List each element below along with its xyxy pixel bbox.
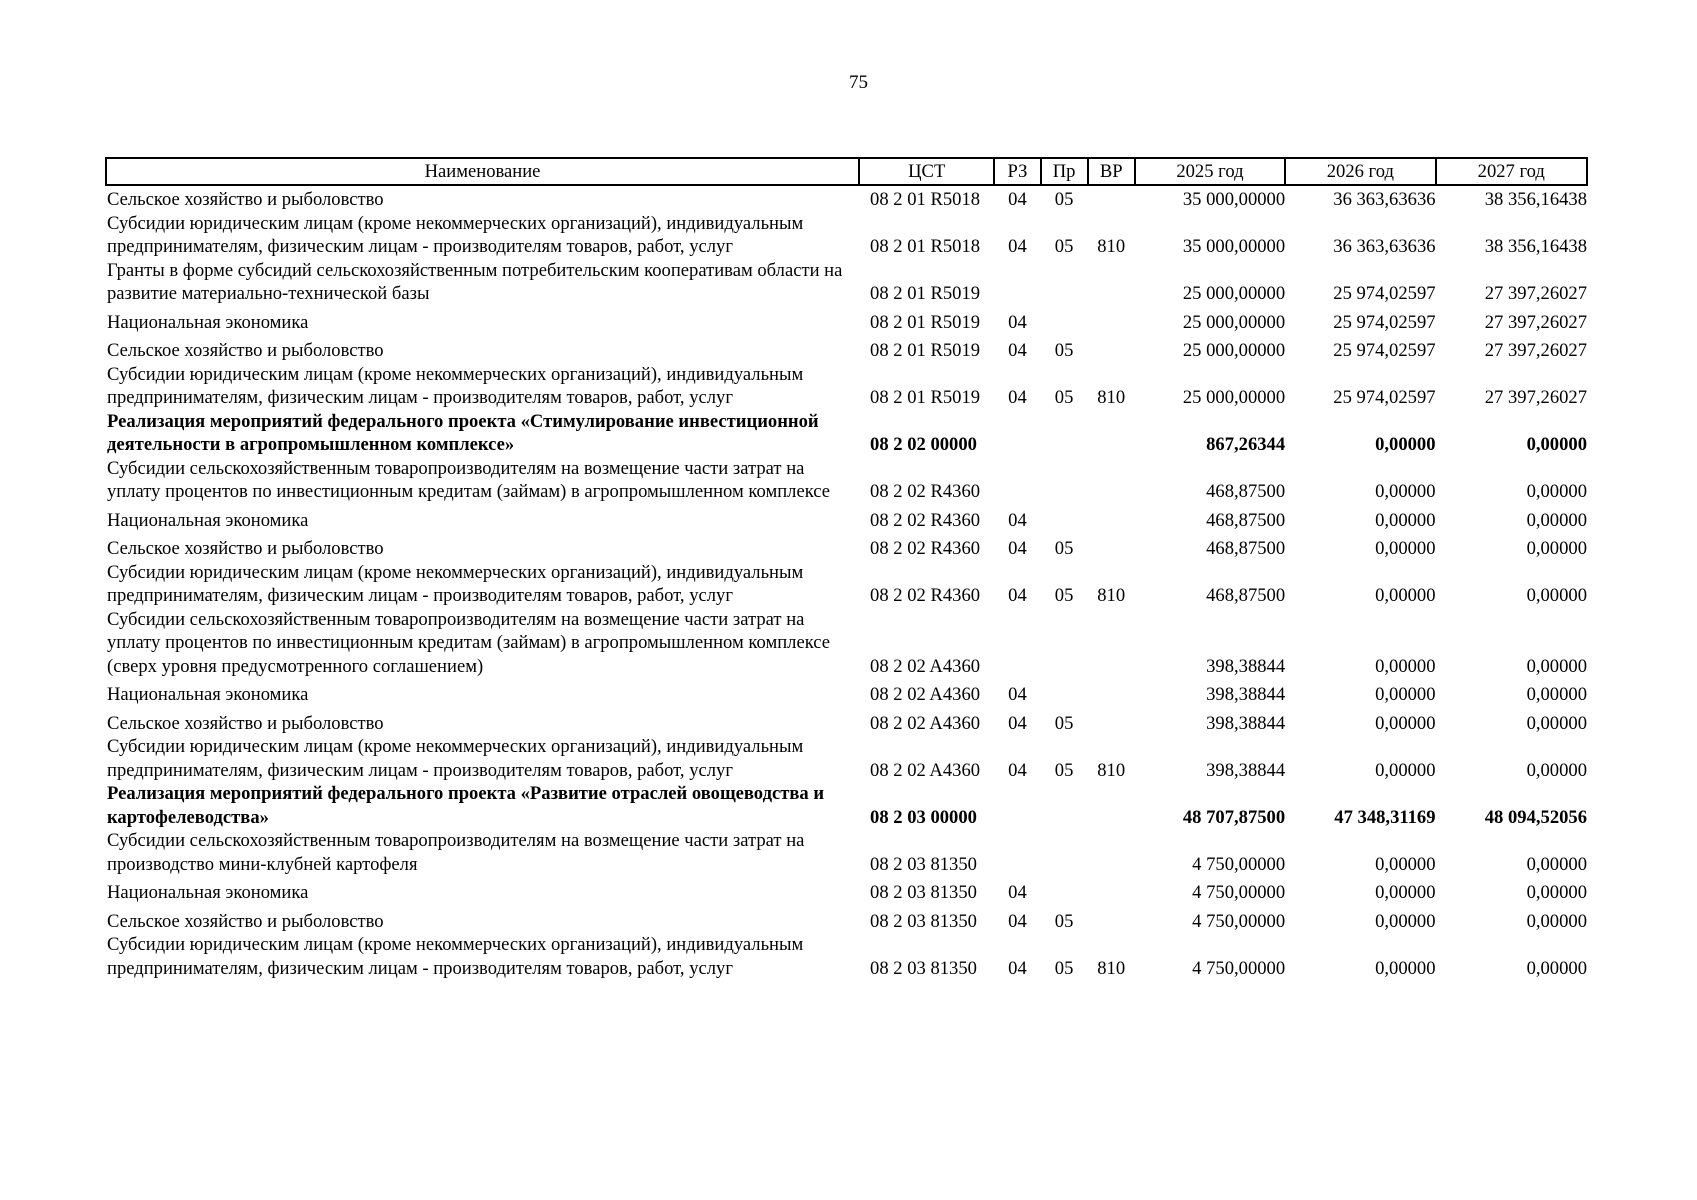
cell-vr	[1088, 876, 1135, 905]
cell-name: Сельское хозяйство и рыболовство	[107, 189, 384, 210]
cell-2027: 0,00000	[1526, 538, 1587, 559]
cell-cst: 08 2 02 A4360	[870, 684, 981, 705]
cell-cst: 08 2 03 81350	[870, 853, 977, 875]
header-pr: Пр	[1041, 158, 1088, 185]
cell-pr	[1041, 259, 1088, 306]
cell-pr	[1041, 678, 1088, 707]
cell-pr: 05	[1054, 340, 1074, 361]
cell-2027: 0,00000	[1526, 585, 1587, 606]
cell-cst: 08 2 02 R4360	[870, 481, 981, 502]
cell-2025: 867,26344	[1206, 434, 1286, 455]
cell-name: Национальная экономика	[107, 882, 309, 903]
cell-2025: 4 750,00000	[1192, 910, 1286, 932]
cell-rz: 04	[1008, 509, 1027, 531]
cell-rz	[994, 410, 1040, 457]
table-row	[106, 561, 1587, 608]
cell-rz: 04	[1008, 712, 1027, 734]
cell-cst: 08 2 02 R4360	[870, 509, 981, 531]
cell-name: Субсидии юридическим лицам (кроме некоммерческих организаций), индивидуальным предпринимателям, физическим лицам - производителям товаров, работ, услуг	[107, 561, 804, 606]
table-row	[106, 410, 1587, 457]
cell-vr	[1088, 504, 1135, 533]
cell-pr: 05	[1054, 585, 1074, 606]
cell-rz: 04	[1008, 236, 1027, 257]
cell-2025: 398,38844	[1206, 712, 1286, 734]
cell-rz: 04	[1008, 759, 1027, 781]
table-row	[106, 306, 1587, 335]
cell-vr: 810	[1097, 957, 1126, 979]
cell-name: Субсидии юридическим лицам (кроме некоммерческих организаций), индивидуальным предпринимателям, физическим лицам - производителям товаров, работ, услуг	[107, 736, 804, 781]
cell-vr	[1088, 185, 1135, 212]
cell-rz: 04	[1008, 340, 1027, 361]
cell-2026: 47 348,31169	[1334, 806, 1436, 828]
cell-2027: 0,00000	[1526, 481, 1587, 502]
table-row	[106, 678, 1587, 707]
cell-2026: 0,00000	[1375, 655, 1436, 677]
cell-cst: 08 2 03 00000	[870, 806, 977, 828]
cell-2026: 36 363,63636	[1333, 236, 1436, 257]
cell-name: Сельское хозяйство и рыболовство	[107, 538, 384, 559]
cell-pr	[1041, 608, 1088, 679]
table-row	[106, 876, 1587, 905]
cell-2027: 0,00000	[1526, 910, 1587, 932]
table-body	[106, 185, 1587, 980]
cell-name: Субсидии юридическим лицам (кроме некоммерческих организаций), индивидуальным предпринимателям, физическим лицам - производителям товаров, работ, услуг	[107, 212, 804, 257]
cell-rz	[994, 608, 1040, 679]
cell-2026: 0,00000	[1375, 509, 1436, 531]
cell-2027: 0,00000	[1526, 712, 1587, 734]
cell-vr	[1088, 532, 1135, 561]
cell-2027: 0,00000	[1526, 509, 1587, 531]
cell-2025: 25 000,00000	[1182, 283, 1286, 304]
cell-2025: 25 000,00000	[1182, 387, 1286, 408]
cell-cst: 08 2 01 R5019	[870, 283, 981, 304]
cell-2025: 468,87500	[1206, 538, 1286, 559]
cell-vr	[1088, 334, 1135, 363]
cell-name: Субсидии сельскохозяйственным товаропроизводителям на возмещение части затрат на производство мини-клубней картофеля	[107, 830, 805, 875]
cell-cst: 08 2 02 A4360	[870, 759, 981, 781]
cell-2027: 0,00000	[1526, 759, 1587, 781]
cell-pr: 05	[1054, 712, 1074, 734]
cell-2026: 0,00000	[1375, 957, 1436, 979]
cell-2026: 0,00000	[1375, 712, 1436, 734]
cell-2025: 48 707,87500	[1182, 806, 1286, 828]
cell-cst: 08 2 01 R5019	[870, 340, 981, 361]
cell-cst: 08 2 02 R4360	[870, 585, 981, 606]
cell-2025: 398,38844	[1206, 655, 1286, 677]
cell-name: Субсидии юридическим лицам (кроме некоммерческих организаций), индивидуальным предпринимателям, физическим лицам - производителям товаров, работ, услуг	[107, 934, 804, 979]
header-rz: РЗ	[994, 158, 1040, 185]
cell-2026: 25 974,02597	[1333, 340, 1436, 361]
cell-2027: 38 356,16438	[1484, 189, 1587, 210]
table-row	[106, 457, 1587, 504]
cell-2026: 36 363,63636	[1333, 189, 1436, 210]
table-row	[106, 735, 1587, 782]
cell-2027: 0,00000	[1526, 882, 1587, 903]
table-row	[106, 829, 1587, 876]
cell-vr	[1088, 707, 1135, 736]
cell-rz	[994, 259, 1040, 306]
cell-pr	[1041, 876, 1088, 905]
cell-rz: 04	[1008, 957, 1027, 979]
cell-2025: 398,38844	[1206, 684, 1286, 705]
cell-rz	[994, 829, 1040, 876]
cell-vr	[1088, 457, 1135, 504]
cell-2027: 0,00000	[1526, 684, 1587, 705]
cell-pr: 05	[1054, 759, 1074, 781]
cell-2027: 27 397,26027	[1484, 387, 1587, 408]
page-number: 75	[849, 72, 868, 93]
cell-2027: 0,00000	[1526, 957, 1587, 979]
cell-pr	[1041, 306, 1088, 335]
table-row	[106, 782, 1587, 829]
cell-name: Национальная экономика	[107, 684, 309, 705]
header-name: Наименование	[106, 158, 859, 185]
header-2025: 2025 год	[1135, 158, 1285, 185]
cell-rz: 04	[1008, 311, 1027, 333]
cell-2027: 27 397,26027	[1484, 340, 1587, 361]
cell-rz: 04	[1008, 882, 1027, 903]
cell-cst: 08 2 02 A4360	[870, 655, 981, 677]
cell-2027: 0,00000	[1526, 655, 1587, 677]
cell-2026: 0,00000	[1375, 434, 1436, 455]
cell-pr	[1041, 504, 1088, 533]
cell-vr	[1088, 306, 1135, 335]
table-row	[106, 212, 1587, 259]
cell-cst: 08 2 01 R5018	[870, 236, 981, 257]
cell-rz: 04	[1008, 387, 1027, 408]
cell-vr: 810	[1097, 759, 1126, 781]
cell-2025: 398,38844	[1206, 759, 1286, 781]
cell-name: Национальная экономика	[107, 509, 309, 531]
cell-rz	[994, 457, 1040, 504]
cell-vr: 810	[1097, 585, 1126, 606]
cell-2025: 25 000,00000	[1182, 311, 1286, 333]
header-2026: 2026 год	[1285, 158, 1435, 185]
cell-2026: 0,00000	[1375, 853, 1436, 875]
cell-rz: 04	[1008, 684, 1027, 705]
cell-2026: 0,00000	[1375, 481, 1436, 502]
cell-2025: 35 000,00000	[1182, 236, 1286, 257]
cell-vr	[1088, 410, 1135, 457]
cell-rz: 04	[1008, 585, 1027, 606]
cell-2026: 0,00000	[1375, 882, 1436, 903]
cell-cst: 08 2 02 00000	[870, 434, 977, 455]
cell-name: Сельское хозяйство и рыболовство	[107, 712, 384, 734]
table-row	[106, 707, 1587, 736]
cell-2025: 468,87500	[1206, 585, 1286, 606]
cell-vr	[1088, 829, 1135, 876]
cell-2026: 25 974,02597	[1333, 283, 1436, 304]
cell-pr: 05	[1054, 957, 1074, 979]
table-row	[106, 259, 1587, 306]
cell-cst: 08 2 03 81350	[870, 910, 977, 932]
cell-2027: 38 356,16438	[1484, 236, 1587, 257]
header-vr: ВР	[1088, 158, 1135, 185]
cell-2025: 468,87500	[1206, 509, 1286, 531]
cell-2027: 0,00000	[1526, 434, 1587, 455]
cell-cst: 08 2 03 81350	[870, 882, 977, 903]
cell-rz: 04	[1008, 910, 1027, 932]
cell-pr: 05	[1054, 387, 1074, 408]
cell-name: Субсидии сельскохозяйственным товаропроизводителям на возмещение части затрат на уплату процентов по инвестиционным кредитам (займам) в агропромышленном комплексе	[107, 457, 830, 502]
cell-pr	[1041, 829, 1088, 876]
cell-name: Реализация мероприятий федерального проекта «Стимулирование инвестиционной деятельности в агропромышленном комплексе»	[107, 410, 819, 455]
cell-2025: 25 000,00000	[1182, 340, 1286, 361]
cell-pr	[1041, 782, 1088, 829]
table-row	[106, 185, 1587, 212]
cell-2025: 4 750,00000	[1192, 957, 1286, 979]
cell-2026: 0,00000	[1375, 910, 1436, 932]
cell-2025: 4 750,00000	[1192, 882, 1286, 903]
cell-2026: 25 974,02597	[1333, 311, 1436, 333]
cell-2025: 35 000,00000	[1182, 189, 1286, 210]
cell-vr	[1088, 678, 1135, 707]
budget-table	[105, 157, 1588, 980]
cell-2027: 27 397,26027	[1484, 311, 1587, 333]
cell-vr	[1088, 905, 1135, 934]
cell-2026: 0,00000	[1375, 538, 1436, 559]
cell-2026: 25 974,02597	[1333, 387, 1436, 408]
cell-name: Сельское хозяйство и рыболовство	[107, 910, 384, 932]
cell-vr: 810	[1097, 236, 1126, 257]
table-row	[106, 532, 1587, 561]
cell-cst: 08 2 01 R5018	[870, 189, 981, 210]
table-header-row	[106, 158, 1587, 185]
cell-cst: 08 2 02 R4360	[870, 538, 981, 559]
cell-pr	[1041, 410, 1088, 457]
table-row	[106, 363, 1587, 410]
cell-rz	[994, 782, 1040, 829]
cell-cst: 08 2 01 R5019	[870, 311, 981, 333]
cell-pr: 05	[1054, 236, 1074, 257]
cell-name: Реализация мероприятий федерального проекта «Развитие отраслей овощеводства и картофелеводства»	[107, 783, 825, 828]
cell-2026: 0,00000	[1375, 684, 1436, 705]
cell-rz: 04	[1008, 538, 1027, 559]
header-cst: ЦСТ	[859, 158, 994, 185]
cell-vr	[1088, 782, 1135, 829]
cell-vr: 810	[1097, 387, 1126, 408]
cell-name: Гранты в форме субсидий сельскохозяйственным потребительским кооперативам области на развитие материально-технической базы	[107, 259, 843, 304]
cell-2027: 48 094,52056	[1484, 806, 1587, 828]
table-row	[106, 608, 1587, 679]
cell-name: Субсидии сельскохозяйственным товаропроизводителям на возмещение части затрат на уплату процентов по инвестиционным кредитам (займам) в агропромышленном комплексе (сверх уровня предусмотренного соглашением)	[107, 608, 830, 677]
cell-cst: 08 2 02 A4360	[870, 712, 981, 734]
cell-name: Субсидии юридическим лицам (кроме некоммерческих организаций), индивидуальным предпринимателям, физическим лицам - производителям товаров, работ, услуг	[107, 363, 804, 408]
table-row	[106, 905, 1587, 934]
cell-cst: 08 2 01 R5019	[870, 387, 981, 408]
cell-pr: 05	[1054, 538, 1074, 559]
table-row	[106, 504, 1587, 533]
cell-pr	[1041, 457, 1088, 504]
table-row	[106, 933, 1587, 980]
cell-name: Сельское хозяйство и рыболовство	[107, 340, 384, 361]
cell-2026: 0,00000	[1375, 759, 1436, 781]
header-2027: 2027 год	[1436, 158, 1587, 185]
cell-2026: 0,00000	[1375, 585, 1436, 606]
cell-vr	[1088, 608, 1135, 679]
cell-2025: 4 750,00000	[1192, 853, 1286, 875]
cell-2027: 27 397,26027	[1484, 283, 1587, 304]
cell-vr	[1088, 259, 1135, 306]
cell-2025: 468,87500	[1206, 481, 1286, 502]
cell-2027: 0,00000	[1526, 853, 1587, 875]
cell-pr: 05	[1054, 189, 1074, 210]
cell-name: Национальная экономика	[107, 311, 309, 333]
cell-cst: 08 2 03 81350	[870, 957, 977, 979]
cell-rz: 04	[1008, 189, 1027, 210]
table-row	[106, 334, 1587, 363]
cell-pr: 05	[1054, 910, 1074, 932]
